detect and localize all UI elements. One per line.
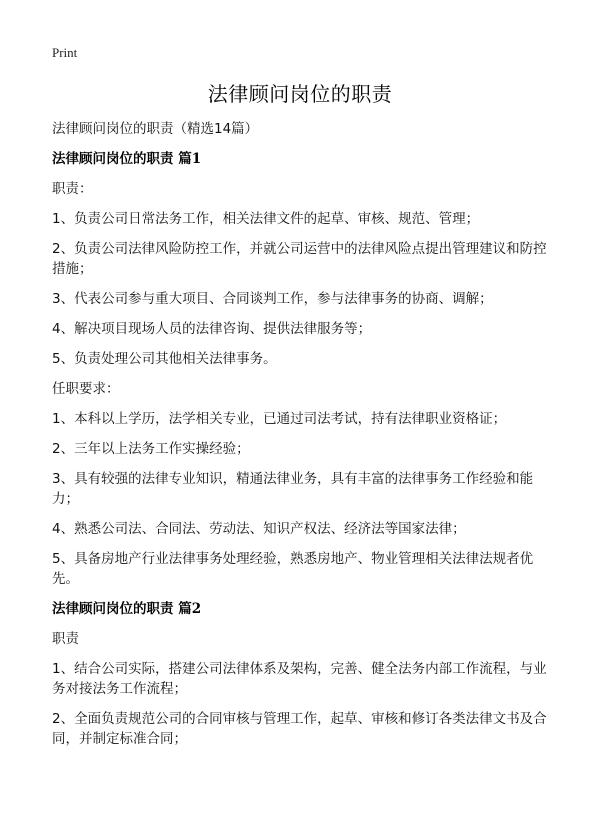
duty-item: 5、负责处理公司其他相关法律事务。 xyxy=(52,351,277,367)
print-label: Print xyxy=(52,45,78,60)
requirements-label: 任职要求： xyxy=(52,381,120,397)
duty-item: 3、代表公司参与重大项目、合同谈判工作，参与法律事务的协商、调解； xyxy=(52,291,493,307)
requirement-item: 4、熟悉公司法、合同法、劳动法、知识产权法、经济法等国家法律； xyxy=(52,521,466,537)
section-heading: 法律顾问岗位的职责 篇2 xyxy=(52,601,202,617)
document-subtitle: 法律顾问岗位的职责（精选14篇） xyxy=(52,121,259,137)
duty-item: 1、负责公司日常法务工作，相关法律文件的起草、审核、规范、管理； xyxy=(52,211,480,227)
document-body xyxy=(52,119,554,759)
section-heading: 法律顾问岗位的职责 篇1 xyxy=(52,151,202,167)
duty-item: 2、全面负责规范公司的合同审核与管理工作，起草、审核和修订各类法律文书及合同，并制定标准合同； xyxy=(52,711,547,747)
duties-label: 职责： xyxy=(52,181,93,197)
requirement-item: 1、本科以上学历，法学相关专业，已通过司法考试，持有法律职业资格证； xyxy=(52,411,507,427)
duty-item: 2、负责公司法律风险防控工作，并就公司运营中的法律风险点提出管理建议和防控措施； xyxy=(52,241,547,277)
requirement-item: 5、具备房地产行业法律事务处理经验，熟悉房地产、物业管理相关法律法规者优先。 xyxy=(52,551,534,587)
section-1 xyxy=(52,149,554,589)
page-title: 法律顾问岗位的职责 xyxy=(207,82,393,106)
requirement-item: 3、具有较强的法律专业知识，精通法律业务，具有丰富的法律事务工作经验和能力； xyxy=(52,471,534,507)
section-2 xyxy=(52,599,554,749)
requirement-item: 2、三年以上法务工作实操经验； xyxy=(52,441,250,457)
duties-label: 职责 xyxy=(52,631,79,647)
duty-item: 4、解决项目现场人员的法律咨询、提供法律服务等； xyxy=(52,321,372,337)
duty-item: 1、结合公司实际，搭建公司法律体系及架构，完善、健全法务内部工作流程，与业务对接法务工作流程； xyxy=(52,661,547,697)
